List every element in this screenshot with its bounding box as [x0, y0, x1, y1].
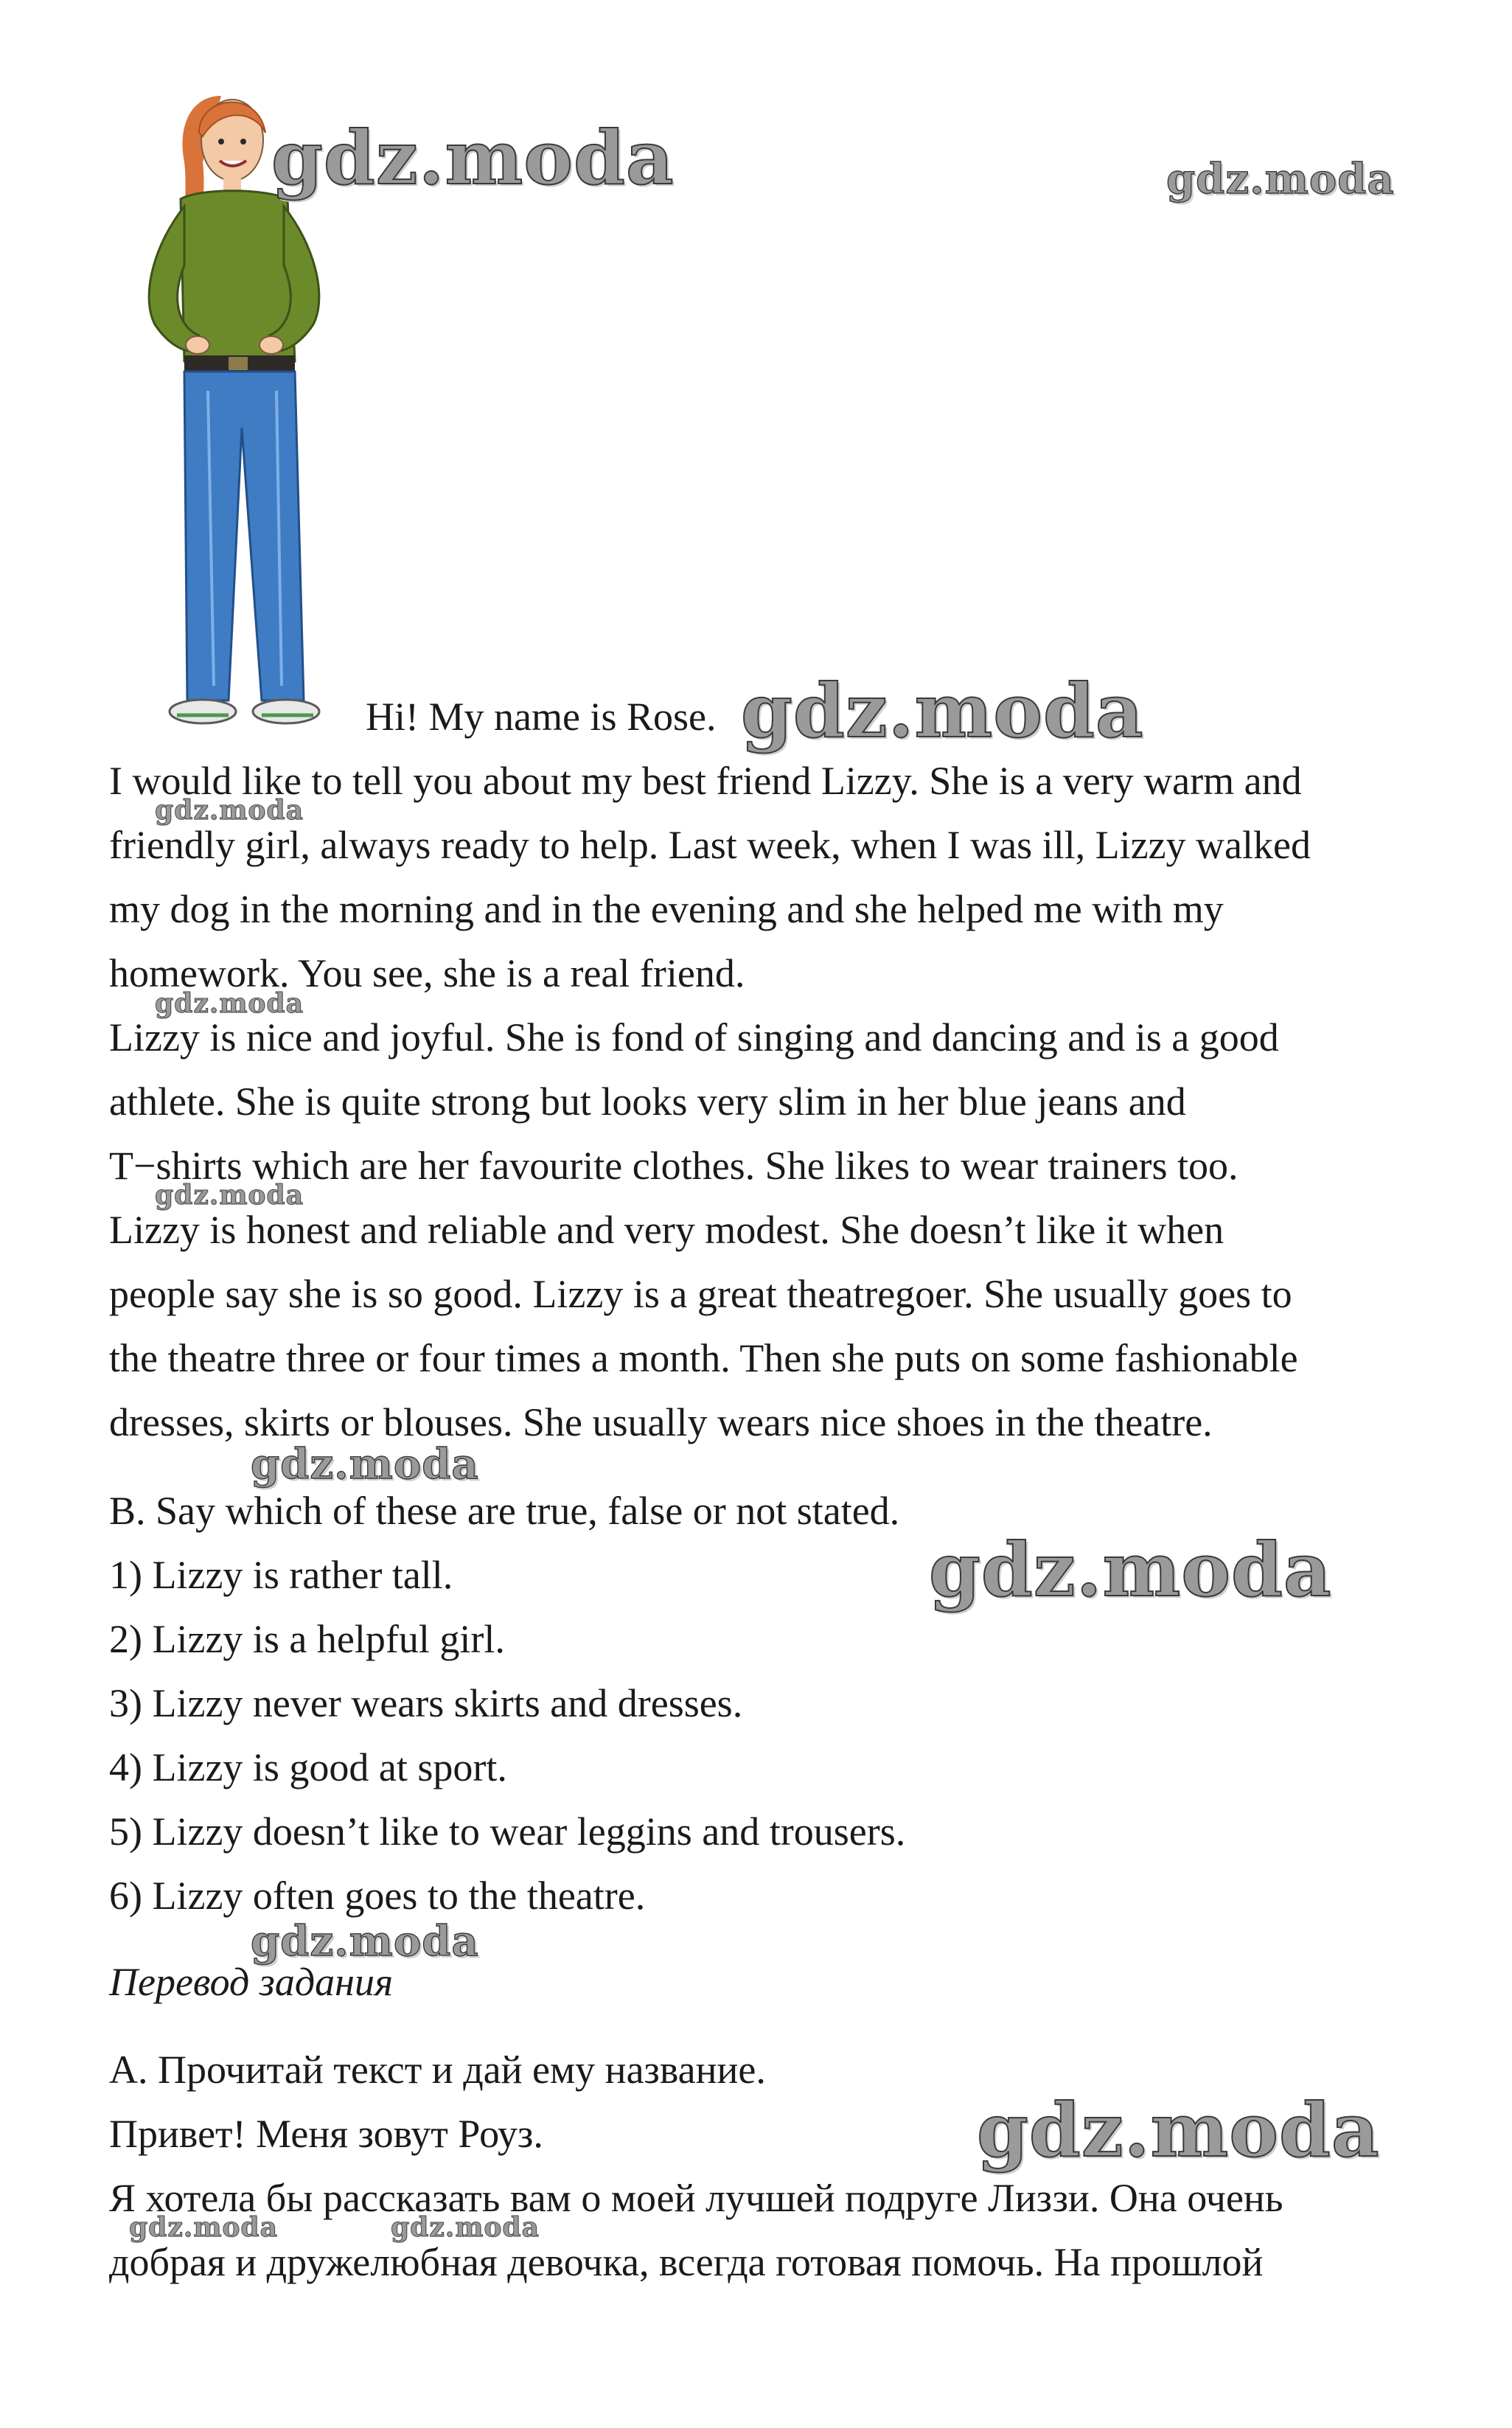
text-line: the theatre three or four times a month. Then she puts on some fashionable [109, 1336, 1298, 1380]
translation-line: А. Прочитай текст и дай ему название. [109, 2048, 766, 2092]
watermark: gdz.moda [155, 1180, 304, 1211]
translation-heading: Перевод задания [109, 1960, 394, 2004]
watermark: gdz.moda [251, 1917, 479, 1966]
translation-line: добрая и дружелюбная девочка, всегда готовая помочь. На прошлой [109, 2240, 1264, 2284]
text-line: I would like to tell you about my best friend Lizzy. She is a very warm and [109, 759, 1302, 803]
text-line: athlete. She is quite strong but looks very slim in her blue jeans and [109, 1079, 1186, 1124]
watermark: gdz.moda [741, 667, 1144, 754]
watermark: gdz.moda [271, 114, 675, 201]
text-line: people say she is so good. Lizzy is a great theatregoer. She usually goes to [109, 1272, 1292, 1316]
translation-line: Привет! Меня зовут Роуз. [109, 2112, 543, 2156]
text-line: Lizzy is nice and joyful. She is fond of singing and dancing and is a good [109, 1015, 1279, 1060]
watermark: gdz.moda [1166, 155, 1395, 204]
text-line: T−shirts which are her favourite clothes. She likes to wear trainers too. [109, 1144, 1238, 1188]
task-item: 4) Lizzy is good at sport. [109, 1745, 507, 1789]
task-item: 1) Lizzy is rather tall. [109, 1553, 453, 1597]
task-item: 3) Lizzy never wears skirts and dresses. [109, 1681, 743, 1725]
task-item: 6) Lizzy often goes to the theatre. [109, 1874, 646, 1918]
watermark: gdz.moda [155, 988, 304, 1019]
watermark: gdz.moda [251, 1440, 479, 1489]
task-b-heading: B. Say which of these are true, false or not stated. [109, 1489, 900, 1533]
task-item: 2) Lizzy is a helpful girl. [109, 1617, 505, 1661]
watermark: gdz.moda [977, 2087, 1380, 2174]
task-item: 5) Lizzy doesn’t like to wear leggins and trousers. [109, 1809, 906, 1854]
text-line: friendly girl, always ready to help. Last week, when I was ill, Lizzy walked [109, 823, 1311, 867]
text-line: dresses, skirts or blouses. She usually wears nice shoes in the theatre. [109, 1400, 1213, 1444]
watermark: gdz.moda [155, 795, 304, 826]
text-line: homework. You see, she is a real friend. [109, 951, 745, 995]
watermark: gdz.moda [129, 2212, 278, 2243]
text-line: Lizzy is honest and reliable and very modest. She doesn’t like it when [109, 1208, 1224, 1252]
translation-line: Я хотела бы рассказать вам о моей лучшей подруге Лиззи. Она очень [109, 2176, 1283, 2220]
watermark: gdz.moda [929, 1526, 1332, 1613]
text-line: my dog in the morning and in the evening and she helped me with my [109, 887, 1224, 931]
intro-line: Hi! My name is Rose. [366, 695, 717, 739]
watermark: gdz.moda [391, 2212, 540, 2243]
